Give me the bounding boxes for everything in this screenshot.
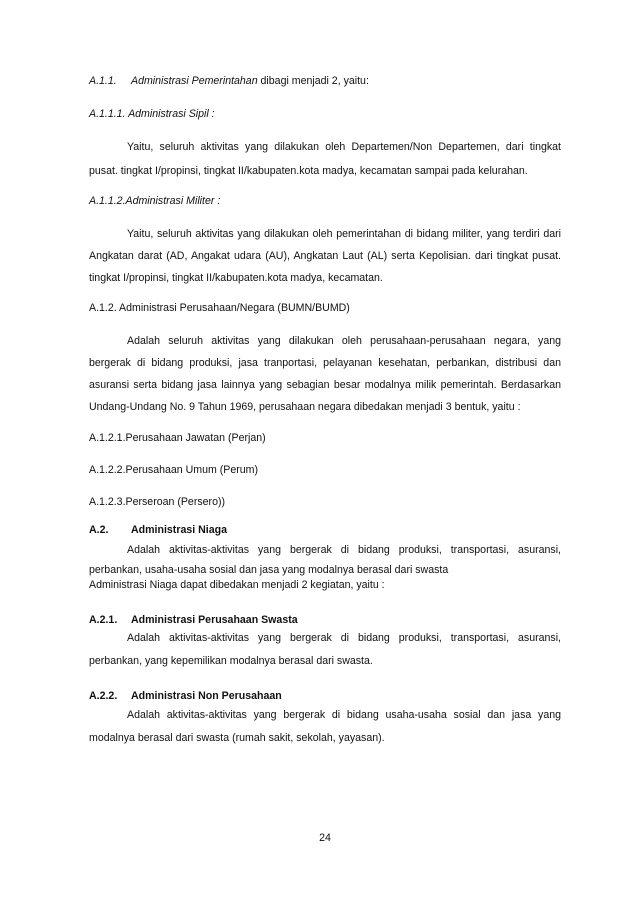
list-item: A.1.2.2.Perusahaan Umum (Perum) [89, 464, 258, 476]
paragraph-line: tingkat I/propinsi, tingkat II/kabupaten.kota madya, kecamatan. [89, 272, 383, 284]
section-title: Administrasi Non Perusahaan [131, 690, 282, 702]
heading-a-1-2: A.1.2. Administrasi Perusahaan/Negara (BUMN/BUMD) [89, 302, 350, 314]
paragraph-line: Angkatan darat (AD, Angakat udara (AU), Angkatan Laut (AL) serta Kepolisian. dari tingkat pusat. [89, 250, 561, 262]
paragraph-line: Adalah aktivitas-aktivitas yang bergerak di bidang usaha-usaha sosial dan jasa yang [127, 709, 561, 721]
heading-a-1-1-1: A.1.1.1. Administrasi Sipil : [89, 108, 215, 120]
paragraph-line: perbankan, usaha-usaha sosial dan jasa yang modalnya berasal dari swasta [89, 564, 449, 576]
list-item: A.1.2.3.Perseroan (Persero)) [89, 496, 226, 508]
paragraph-line: Yaitu, seluruh aktivitas yang dilakukan oleh Departemen/Non Departemen, dari tingkat [127, 141, 561, 153]
section-title: Administrasi Niaga [131, 524, 227, 536]
section-number: A.2. [89, 524, 109, 536]
section-number: A.1.1. [89, 75, 117, 87]
paragraph-line: bergerak di bidang produksi, jasa tranportasi, pelayanan kesehatan, perbankan, distribusi dan [89, 357, 561, 369]
paragraph-line: asuransi serta bidang jasa lainnya yang sebagian besar modalnya milik pemerintah. Berdasarkan [89, 379, 561, 391]
paragraph-line: Undang-Undang No. 9 Tahun 1969, perusahaan negara dibedakan menjadi 3 bentuk, yaitu : [89, 401, 521, 413]
section-number: A.2.1. [89, 614, 118, 626]
heading-a-2-1 [89, 613, 561, 627]
heading-a-2-2 [89, 689, 561, 703]
heading-a-2 [89, 523, 561, 537]
page-number: 24 [319, 832, 331, 844]
section-rest: dibagi menjadi 2, yaitu: [257, 75, 369, 87]
paragraph-line: pusat. tingkat I/propinsi, tingkat II/kabupaten.kota madya, kecamatan sampai pada kelurahan. [89, 165, 528, 177]
list-item: A.1.2.1.Perusahaan Jawatan (Perjan) [89, 432, 266, 444]
document-page [89, 0, 561, 903]
heading-a-1-1-2: A.1.1.2.Administrasi Militer : [89, 195, 221, 207]
section-title: Administrasi Perusahaan Swasta [131, 614, 298, 626]
heading-a-1-1 [89, 74, 561, 88]
paragraph-line: modalnya berasal dari swasta (rumah sakit, sekolah, yayasan). [89, 732, 385, 744]
paragraph-line: perbankan, yang kepemilikan modalnya berasal dari swasta. [89, 655, 373, 667]
section-term: Administrasi Pemerintahan [131, 75, 258, 87]
paragraph-line: Adalah aktivitas-aktivitas yang bergerak di bidang produksi, transportasi, asuransi, [127, 544, 561, 556]
paragraph-line: Adalah seluruh aktivitas yang dilakukan oleh perusahaan-perusahaan negara, yang [127, 335, 561, 347]
paragraph-line: Yaitu, seluruh aktivitas yang dilakukan oleh pemerintahan di bidang militer, yang terdiri dari [127, 228, 561, 240]
paragraph-line: Administrasi Niaga dapat dibedakan menjadi 2 kegiatan, yaitu : [89, 579, 385, 591]
paragraph-line: Adalah aktivitas-aktivitas yang bergerak di bidang produksi, transportasi, asuransi, [127, 632, 561, 644]
section-number: A.2.2. [89, 690, 118, 702]
